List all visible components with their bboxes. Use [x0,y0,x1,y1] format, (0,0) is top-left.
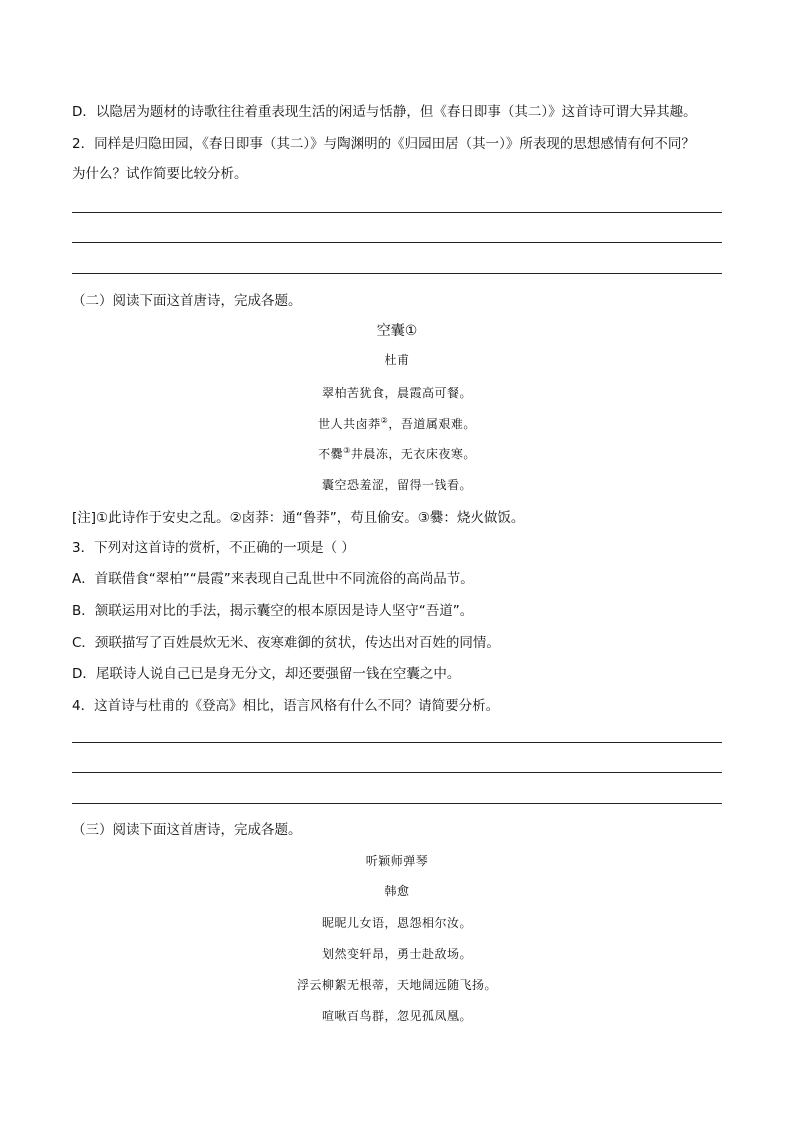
poem-line: 囊空恐羞涩，留得一钱看。 [321,478,472,492]
section-3-heading: （三）阅读下面这首唐诗，完成各题。 [72,822,302,838]
answer-line [72,742,722,743]
footnote-marker: ③ [343,446,351,455]
question-2-text: 2．同样是归隐田园，《春日即事（其二）》与陶渊明的《归园田居（其一）》所表现的思想感情有何不同？ [72,136,695,152]
poem-line: 喧啾百鸟群，忽见孤凤凰。 [321,1009,472,1023]
poem-line [0,414,794,434]
option-a-text: A．首联借食“翠柏”“晨霞”来表现自己乱世中不同流俗的高尚品节。 [72,571,474,587]
poem-line-text: 井晨冻，无衣床夜寒。 [350,447,476,461]
answer-line [72,772,722,773]
option-c-text: C．颈联描写了百姓晨炊无米、夜寒难御的贫状，传达出对百姓的同情。 [72,635,500,651]
footnote-marker: ② [380,416,389,425]
section-2-heading: （二）阅读下面这首唐诗，完成各题。 [72,293,302,309]
poem-line: 昵昵儿女语，恩怨相尔汝。 [321,916,472,930]
question-4-text: 4．这首诗与杜甫的《登高》相比，语言风格有什么不同？请简要分析。 [72,698,500,714]
poem-line-text: 世人共卤莽 [318,417,381,431]
poem-note: [注]①此诗作于安史之乱。②卤莽：通“鲁莽”，苟且偷安。③爨：烧火做饭。 [72,510,525,526]
poem-author: 韩愈 [384,884,410,898]
answer-line [72,242,722,243]
poem-line-text: 不爨 [318,447,344,461]
answer-line [72,212,722,213]
poem-line: 翠柏苦犹食，晨霞高可餐。 [321,386,472,400]
option-d-text: D．以隐居为题材的诗歌往往着重表现生活的闲适与恬静，但《春日即事（其二）》这首诗可谓大异其趣。 [72,104,697,120]
question-3-text: 3．下列对这首诗的赏析，不正确的一项是（ ） [72,540,355,556]
poem-author: 杜甫 [384,353,410,367]
question-2-continuation: 为什么？试作简要比较分析。 [72,166,248,182]
poem-line: 浮云柳絮无根蒂，天地阔远随飞扬。 [296,978,497,992]
poem-title: 空囊① [376,323,418,339]
answer-line [72,273,722,274]
poem-line: 划然变轩昂，勇士赴敌场。 [321,947,472,961]
option-b-text: B．颔联运用对比的手法，揭示囊空的根本原因是诗人坚守“吾道”。 [72,603,474,619]
option-d-text: D．尾联诗人说自己已是身无分文，却还要强留一钱在空囊之中。 [72,666,461,682]
poem-title: 听颖师弹琴 [365,854,429,868]
poem-line [0,444,794,464]
answer-line [72,803,722,804]
poem-line-text: ，吾道属艰难。 [388,417,476,431]
